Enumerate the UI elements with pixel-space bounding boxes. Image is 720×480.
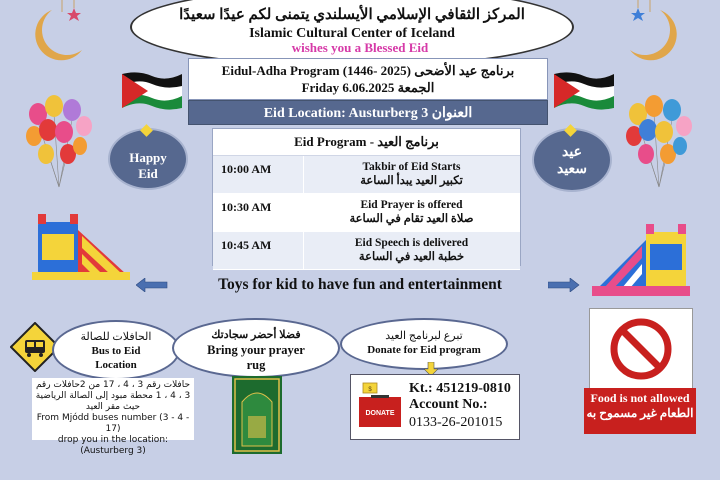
schedule-desc-ar: تكبير العيد يبدأ الساعة bbox=[360, 175, 463, 187]
program-date: Friday 6.06.2025 الجمعة bbox=[301, 80, 435, 95]
crescent-moon-right-icon bbox=[620, 0, 690, 70]
bus-en-details-2: drop you in the location: bbox=[57, 435, 169, 445]
header-english: Islamic Cultural Center of Iceland bbox=[249, 26, 455, 41]
no-entry-sign bbox=[589, 308, 693, 390]
palestine-flag-left-icon bbox=[118, 68, 184, 114]
happy-eid-badge bbox=[108, 128, 188, 190]
schedule-time: 10:30 AM bbox=[221, 200, 272, 214]
schedule-desc bbox=[309, 160, 514, 188]
schedule-table bbox=[212, 128, 521, 266]
schedule-desc-ar: خطبة العيد في الساعة bbox=[358, 251, 465, 263]
schedule-rows bbox=[213, 156, 520, 270]
schedule-row bbox=[213, 232, 520, 270]
food-line1: Food is not allowed bbox=[590, 391, 690, 405]
program-title: Eidul-Adha Program (1446- 2025) برنامج عيد الأضحى bbox=[221, 63, 515, 78]
schedule-time: 10:00 AM bbox=[221, 162, 272, 176]
account-box bbox=[350, 374, 520, 440]
location-bar: Eid Location: Austurberg 3 العنوان bbox=[188, 100, 548, 125]
schedule-desc bbox=[309, 236, 514, 264]
schedule-desc-en: Eid Speech is delivered bbox=[354, 237, 469, 249]
balloons-icon bbox=[24, 92, 94, 192]
food-line2: الطعام غير مسموح به bbox=[586, 406, 694, 420]
donate-box-label: DONATE bbox=[365, 410, 395, 417]
header-arabic: المركز الثقافي الإسلامي الأيسلندي يتمنى لكم عيدًا سعيدًا bbox=[179, 7, 525, 23]
account-number: 0133-26-201015 bbox=[409, 415, 503, 430]
rug-title-1: Bring your prayer bbox=[207, 343, 305, 357]
svg-text:$: $ bbox=[368, 387, 372, 393]
bounce-house-left-icon bbox=[32, 200, 132, 284]
bus-en-details-3: (Austurberg 3) bbox=[80, 446, 146, 456]
schedule-desc-en: Eid Prayer is offered bbox=[360, 199, 463, 211]
account-label: Account No.: bbox=[409, 397, 488, 412]
eid-ar-line1: عيد bbox=[562, 145, 582, 160]
donation-box-icon bbox=[357, 381, 403, 429]
balloons-right-icon bbox=[624, 92, 694, 192]
schedule-time: 10:45 AM bbox=[221, 238, 272, 252]
schedule-row bbox=[213, 156, 520, 194]
bus-ar-details: حافلات رقم 3 ، 4 ، 17 من 2حافلات رقم 3 ، 4 ، 1 محطة مبود إلى الصالة الرياضية حيث مقر العيد bbox=[35, 380, 191, 412]
schedule-desc-ar: صلاة العيد تقام في الساعة bbox=[349, 213, 474, 225]
schedule-desc bbox=[309, 198, 514, 226]
bounce-house-right-icon bbox=[592, 218, 692, 302]
rug-ar-title: فضلا أحضر سجادتك bbox=[211, 329, 301, 341]
rug-title-2: rug bbox=[246, 358, 266, 372]
bus-oval bbox=[52, 320, 180, 380]
schedule-desc-en: Takbir of Eid Starts bbox=[362, 161, 461, 173]
eid-ar-line2: سعيد bbox=[556, 162, 588, 177]
crescent-moon-left-icon bbox=[22, 0, 92, 70]
toys-text: Toys for kid to have fun and entertainment bbox=[218, 276, 502, 293]
bus-details bbox=[32, 378, 194, 456]
rug-oval bbox=[172, 318, 340, 378]
schedule-title: Eid Program - برنامج العيد bbox=[213, 129, 520, 156]
right-arrow-icon bbox=[548, 278, 580, 292]
bus-title-1: Bus to Eid bbox=[91, 345, 141, 357]
happy-eid-line1: Happy bbox=[129, 150, 167, 165]
left-arrow-icon bbox=[136, 278, 168, 292]
eid-saeed-badge bbox=[532, 128, 612, 192]
food-not-allowed bbox=[584, 388, 696, 434]
no-entry-icon bbox=[590, 309, 692, 389]
bus-ar-title: الحافلات للصالة bbox=[80, 331, 152, 343]
donate-ar-title: تبرع لبرنامج العيد bbox=[385, 330, 463, 342]
schedule-row bbox=[213, 194, 520, 232]
program-title-box bbox=[188, 58, 548, 100]
wishes-text: wishes you a Blessed Eid bbox=[291, 40, 429, 55]
kt-number: Kt.: 451219-0810 bbox=[409, 381, 511, 396]
bus-title-2: Location bbox=[95, 359, 137, 371]
donate-title: Donate for Eid program bbox=[367, 344, 481, 356]
bus-en-details-1: From Mjódd buses number (3 - 4 - 17) bbox=[36, 413, 190, 434]
palestine-flag-right-icon bbox=[552, 68, 618, 114]
prayer-rug-icon bbox=[232, 376, 282, 454]
happy-eid-line2: Eid bbox=[138, 166, 158, 181]
